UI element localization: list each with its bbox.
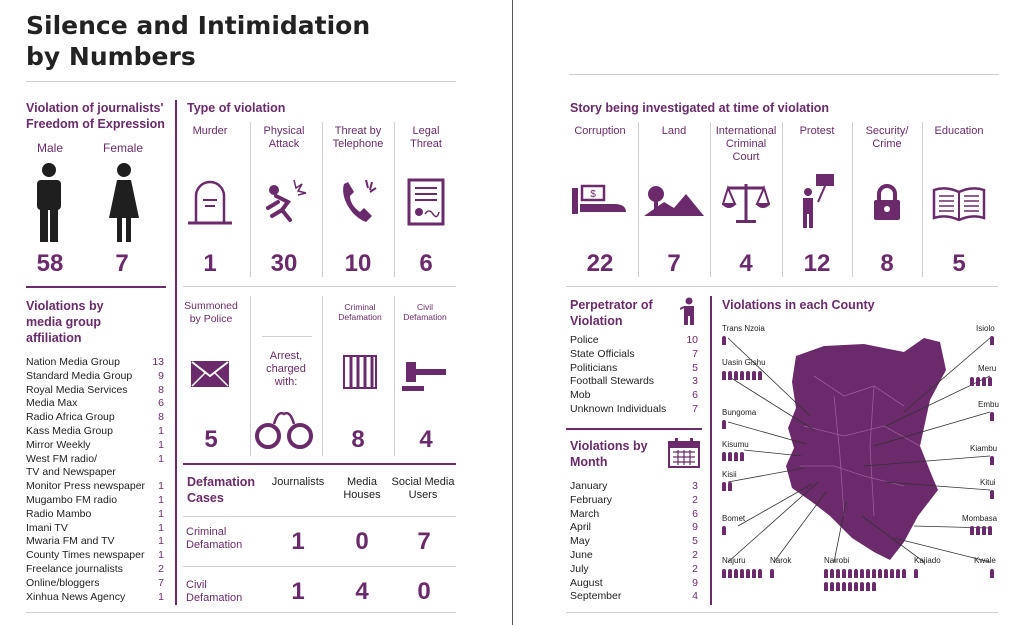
person-marker-icon [982, 377, 986, 386]
perpetrator-list [570, 334, 698, 417]
county-kisumu: Kisumu [722, 440, 749, 449]
scales-icon [722, 180, 770, 224]
media-name: Online/bloggers [26, 576, 100, 589]
female-value: 7 [115, 250, 129, 277]
media-value: 1 [158, 424, 164, 437]
money-hand-icon [570, 184, 630, 220]
def-col-media: Media Houses [343, 476, 381, 501]
envelope-icon [190, 360, 230, 388]
media-value: 8 [158, 411, 164, 424]
person-marker-icon [836, 582, 840, 591]
story-icc-label: International Criminal Court [715, 125, 777, 163]
person-marker-icon [722, 371, 726, 380]
county-isiolo: Isiolo [976, 324, 995, 333]
person-marker-icon [988, 377, 992, 386]
media-value: 2 [158, 562, 164, 575]
month-name: June [570, 548, 593, 561]
person-marker-icon [830, 582, 834, 591]
month-value: 2 [692, 548, 698, 561]
county-narok-marks [770, 569, 776, 582]
person-marker-icon [988, 526, 992, 535]
perpetrator-row [570, 348, 698, 362]
county-meru-marks [970, 377, 994, 390]
story-education-label: Education [934, 125, 984, 137]
media-name: Monitor Press newspaper [26, 480, 146, 493]
month-value: 4 [692, 590, 698, 603]
county-bomet: Bomet [722, 514, 746, 523]
county-kajiado: Kajiado [914, 556, 941, 565]
county-kitui: Kitui [980, 478, 996, 487]
county-embu-marks [990, 412, 996, 425]
civil-def-value: 4 [419, 426, 433, 453]
perpetrator-name: Unknown Individuals [570, 402, 667, 415]
county-narok: Narok [770, 556, 792, 565]
person-marker-icon [970, 377, 974, 386]
person-marker-icon [728, 482, 732, 491]
handcuffs-icon [254, 404, 316, 454]
def-criminal-label: Criminal Defamation [186, 526, 243, 551]
legal-label: Legal Threat [410, 125, 442, 150]
month-name: May [570, 535, 590, 548]
month-name: March [570, 507, 600, 520]
month-row [570, 577, 698, 591]
story-icc-value: 4 [739, 250, 753, 277]
person-marker-icon [884, 569, 888, 578]
month-row [570, 521, 698, 535]
civil-def-label: Civil Defamation [403, 302, 447, 322]
story-protest-value: 12 [803, 250, 831, 277]
media-row [26, 480, 164, 494]
media-value: 6 [158, 397, 164, 410]
perpetrator-heading: Perpetrator of Violation [570, 298, 653, 328]
media-name: TV and Newspaper [26, 466, 116, 479]
person-marker-icon [990, 456, 994, 465]
story-land-value: 7 [667, 250, 681, 277]
county-nairobi-marks [824, 569, 908, 595]
county-najuru: Najuru [722, 556, 746, 565]
media-row [26, 453, 164, 467]
county-trans-nzoia-marks [722, 336, 728, 349]
perpetrator-name: Mob [570, 389, 591, 402]
county-isiolo-marks [990, 336, 996, 349]
attack-icon [260, 176, 308, 224]
female-label: Female [102, 141, 143, 155]
murder-label: Murder [192, 125, 228, 137]
media-value: 1 [158, 438, 164, 451]
person-marker-icon [848, 582, 852, 591]
media-row [26, 356, 164, 370]
media-row [26, 397, 164, 411]
perpetrator-row [570, 334, 698, 348]
county-nairobi: Nairobi [824, 556, 850, 565]
perpetrator-value: 7 [692, 402, 698, 415]
media-value: 8 [158, 383, 164, 396]
county-mombasa-marks [970, 526, 994, 539]
media-row [26, 577, 164, 591]
county-kajiado-marks [914, 569, 920, 582]
perpetrator-name: Police [570, 334, 599, 346]
county-embu: Embu [978, 400, 999, 409]
document-icon [405, 178, 447, 226]
month-name: February [570, 493, 613, 506]
media-value: 1 [158, 590, 164, 603]
county-kisii-marks [722, 482, 734, 495]
phone-value: 10 [344, 250, 372, 277]
prison-bars-icon [342, 354, 378, 390]
media-value: 1 [158, 452, 164, 465]
month-value: 3 [692, 480, 698, 492]
media-name: Radio Africa Group [26, 411, 115, 424]
perpetrator-row [570, 375, 698, 389]
media-value: 7 [158, 576, 164, 589]
county-kiambu-marks [990, 456, 996, 469]
def-civil-label: Civil Defamation [186, 579, 243, 604]
person-marker-icon [734, 569, 738, 578]
media-name: Freelance journalists [26, 562, 123, 575]
perpetrator-row [570, 403, 698, 417]
person-marker-icon [970, 526, 974, 535]
page-title: Silence and Intimidation by Numbers [26, 11, 371, 71]
media-row [26, 466, 164, 480]
def-civil-journalists: 1 [291, 578, 305, 605]
protester-icon [798, 172, 838, 230]
person-marker-icon [848, 569, 852, 578]
attack-label: Physical Attack [263, 125, 305, 150]
county-trans-nzoia: Trans Nzoia [722, 324, 765, 333]
story-corruption-value: 22 [586, 250, 614, 277]
gavel-icon [402, 358, 450, 392]
media-name: Standard Media Group [26, 369, 133, 382]
attack-value: 30 [270, 250, 298, 277]
perpetrator-icon [680, 297, 698, 325]
month-row [570, 590, 698, 604]
month-name: April [570, 521, 592, 534]
person-marker-icon [836, 569, 840, 578]
person-marker-icon [752, 569, 756, 578]
person-marker-icon [842, 582, 846, 591]
media-name: Media Max [26, 397, 78, 410]
defamation-heading: Defamation Cases [187, 475, 256, 505]
media-list [26, 356, 164, 604]
perpetrator-row [570, 362, 698, 376]
person-marker-icon [734, 452, 738, 461]
person-marker-icon [758, 371, 762, 380]
perpetrator-value: 5 [692, 361, 698, 374]
county-uasin-gishu-marks [722, 371, 770, 384]
month-name: July [570, 562, 589, 575]
def-civil-media: 4 [355, 578, 369, 605]
month-value: 2 [692, 493, 698, 506]
person-marker-icon [740, 569, 744, 578]
media-name: Imani TV [26, 521, 68, 534]
person-marker-icon [722, 452, 726, 461]
perpetrator-value: 7 [692, 347, 698, 360]
person-marker-icon [830, 569, 834, 578]
def-criminal-journalists: 1 [291, 528, 305, 555]
person-marker-icon [878, 569, 882, 578]
story-security-value: 8 [880, 250, 894, 277]
def-col-social: Social Media Users [391, 476, 455, 501]
month-value: 5 [692, 535, 698, 548]
county-kisii: Kisii [722, 470, 737, 479]
male-label: Male [36, 141, 63, 155]
perpetrator-row [570, 389, 698, 403]
story-corruption-label: Corruption [574, 125, 626, 137]
person-marker-icon [896, 569, 900, 578]
person-marker-icon [746, 569, 750, 578]
media-value: 1 [158, 521, 164, 534]
person-marker-icon [824, 569, 828, 578]
month-heading: Violations by Month [570, 439, 648, 469]
county-heading: Violations in each County [722, 298, 875, 312]
person-marker-icon [860, 582, 864, 591]
county-kitui-marks [990, 490, 996, 503]
def-col-journalists: Journalists [271, 476, 325, 488]
media-name: Mwaria FM and TV [26, 535, 115, 548]
person-marker-icon [860, 569, 864, 578]
person-marker-icon [722, 336, 726, 345]
person-marker-icon [854, 582, 858, 591]
person-marker-icon [866, 582, 870, 591]
month-row [570, 563, 698, 577]
month-row [570, 494, 698, 508]
person-marker-icon [914, 569, 918, 578]
month-value: 2 [692, 562, 698, 575]
male-icon [34, 162, 64, 244]
summoned-value: 5 [204, 426, 218, 453]
month-value: 6 [692, 507, 698, 520]
media-name: County Times newspaper [26, 549, 145, 562]
month-row [570, 508, 698, 522]
person-marker-icon [990, 569, 994, 578]
phone-label: Threat by Telephone [332, 125, 384, 150]
county-najuru-marks [722, 569, 770, 582]
county-kwale-marks [990, 569, 996, 582]
media-row [26, 494, 164, 508]
murder-value: 1 [203, 250, 217, 277]
media-row [26, 411, 164, 425]
month-name: August [570, 576, 603, 589]
month-row [570, 549, 698, 563]
person-marker-icon [728, 371, 732, 380]
county-mombasa: Mombasa [962, 514, 998, 523]
story-heading: Story being investigated at time of violation [570, 101, 830, 115]
person-marker-icon [866, 569, 870, 578]
month-list [570, 480, 698, 604]
person-marker-icon [722, 569, 726, 578]
criminal-def-value: 8 [351, 426, 365, 453]
person-marker-icon [842, 569, 846, 578]
person-marker-icon [854, 569, 858, 578]
month-name: September [570, 590, 622, 603]
media-name: Royal Media Services [26, 383, 128, 396]
media-row [26, 535, 164, 549]
def-criminal-media: 0 [355, 528, 369, 555]
media-row [26, 425, 164, 439]
male-value: 58 [36, 250, 64, 277]
media-name: Nation Media Group [26, 356, 120, 368]
county-bungoma: Bungoma [722, 408, 757, 417]
media-value: 1 [158, 507, 164, 520]
person-marker-icon [902, 569, 906, 578]
phone-icon [336, 176, 382, 226]
person-marker-icon [722, 526, 726, 535]
person-marker-icon [990, 336, 994, 345]
tombstone-icon [186, 178, 234, 226]
person-marker-icon [758, 569, 762, 578]
media-row [26, 439, 164, 453]
county-uasin-gishu: Uasin Gishu [722, 358, 766, 367]
county-bomet-marks [722, 526, 728, 539]
media-name: Mugambo FM radio [26, 493, 118, 506]
book-icon [932, 186, 986, 222]
person-marker-icon [982, 526, 986, 535]
person-marker-icon [990, 490, 994, 499]
story-protest-label: Protest [799, 125, 835, 137]
person-marker-icon [734, 371, 738, 380]
def-criminal-social: 7 [417, 528, 431, 555]
media-name: West FM radio/ [26, 452, 97, 465]
person-marker-icon [722, 420, 726, 429]
media-name: Xinhua News Agency [26, 590, 126, 603]
perpetrator-value: 10 [686, 334, 698, 346]
lock-icon [872, 184, 902, 222]
svg-text:$: $ [590, 189, 596, 200]
summoned-label: Summoned by Police [184, 300, 238, 325]
person-marker-icon [890, 569, 894, 578]
person-marker-icon [990, 412, 994, 421]
media-row [26, 370, 164, 384]
media-value: 13 [152, 356, 164, 368]
story-land-label: Land [661, 125, 687, 137]
person-marker-icon [728, 452, 732, 461]
county-bungoma-marks [722, 420, 728, 433]
perpetrator-value: 6 [692, 389, 698, 402]
person-marker-icon [740, 371, 744, 380]
story-education-value: 5 [952, 250, 966, 277]
media-value: 1 [158, 535, 164, 548]
story-security-label: Security/ Crime [865, 125, 909, 150]
media-row [26, 522, 164, 536]
media-value: 1 [158, 549, 164, 562]
gender-heading: Violation of journalists' Freedom of Expression [26, 101, 165, 131]
media-value: 1 [158, 493, 164, 506]
criminal-def-label: Criminal Defamation [338, 302, 382, 322]
person-marker-icon [824, 582, 828, 591]
person-marker-icon [728, 569, 732, 578]
person-marker-icon [976, 526, 980, 535]
media-row [26, 549, 164, 563]
month-name: January [570, 480, 608, 492]
female-icon [107, 162, 141, 244]
person-marker-icon [740, 452, 744, 461]
person-marker-icon [752, 371, 756, 380]
landscape-icon [644, 184, 704, 218]
month-value: 9 [692, 521, 698, 534]
person-marker-icon [976, 377, 980, 386]
person-marker-icon [770, 569, 774, 578]
media-row [26, 384, 164, 398]
county-meru: Meru [978, 364, 997, 373]
month-row [570, 480, 698, 494]
media-heading: Violations by media group affiliation [26, 299, 104, 345]
media-name: Mirror Weekly [26, 438, 91, 451]
media-name: Radio Mambo [26, 507, 92, 520]
county-kiambu: Kiambu [970, 444, 998, 453]
county-kisumu-marks [722, 452, 746, 465]
county-kwale: Kwale [974, 556, 996, 565]
person-marker-icon [872, 569, 876, 578]
media-value: 9 [158, 369, 164, 382]
media-value: 1 [158, 480, 164, 493]
legal-value: 6 [419, 250, 433, 277]
calendar-icon [668, 438, 700, 468]
perpetrator-name: Politicians [570, 361, 618, 374]
type-heading: Type of violation [187, 101, 286, 115]
media-row [26, 591, 164, 605]
person-marker-icon [722, 482, 726, 491]
media-row [26, 508, 164, 522]
perpetrator-name: Football Stewards [570, 375, 655, 388]
month-row [570, 535, 698, 549]
arrest-label: Arrest, charged with: [266, 350, 306, 388]
def-civil-social: 0 [417, 578, 431, 605]
perpetrator-value: 3 [692, 375, 698, 388]
perpetrator-name: State Officials [570, 347, 635, 360]
month-value: 9 [692, 576, 698, 589]
person-marker-icon [746, 371, 750, 380]
person-marker-icon [872, 582, 876, 591]
media-name: Kass Media Group [26, 424, 113, 437]
media-row [26, 563, 164, 577]
